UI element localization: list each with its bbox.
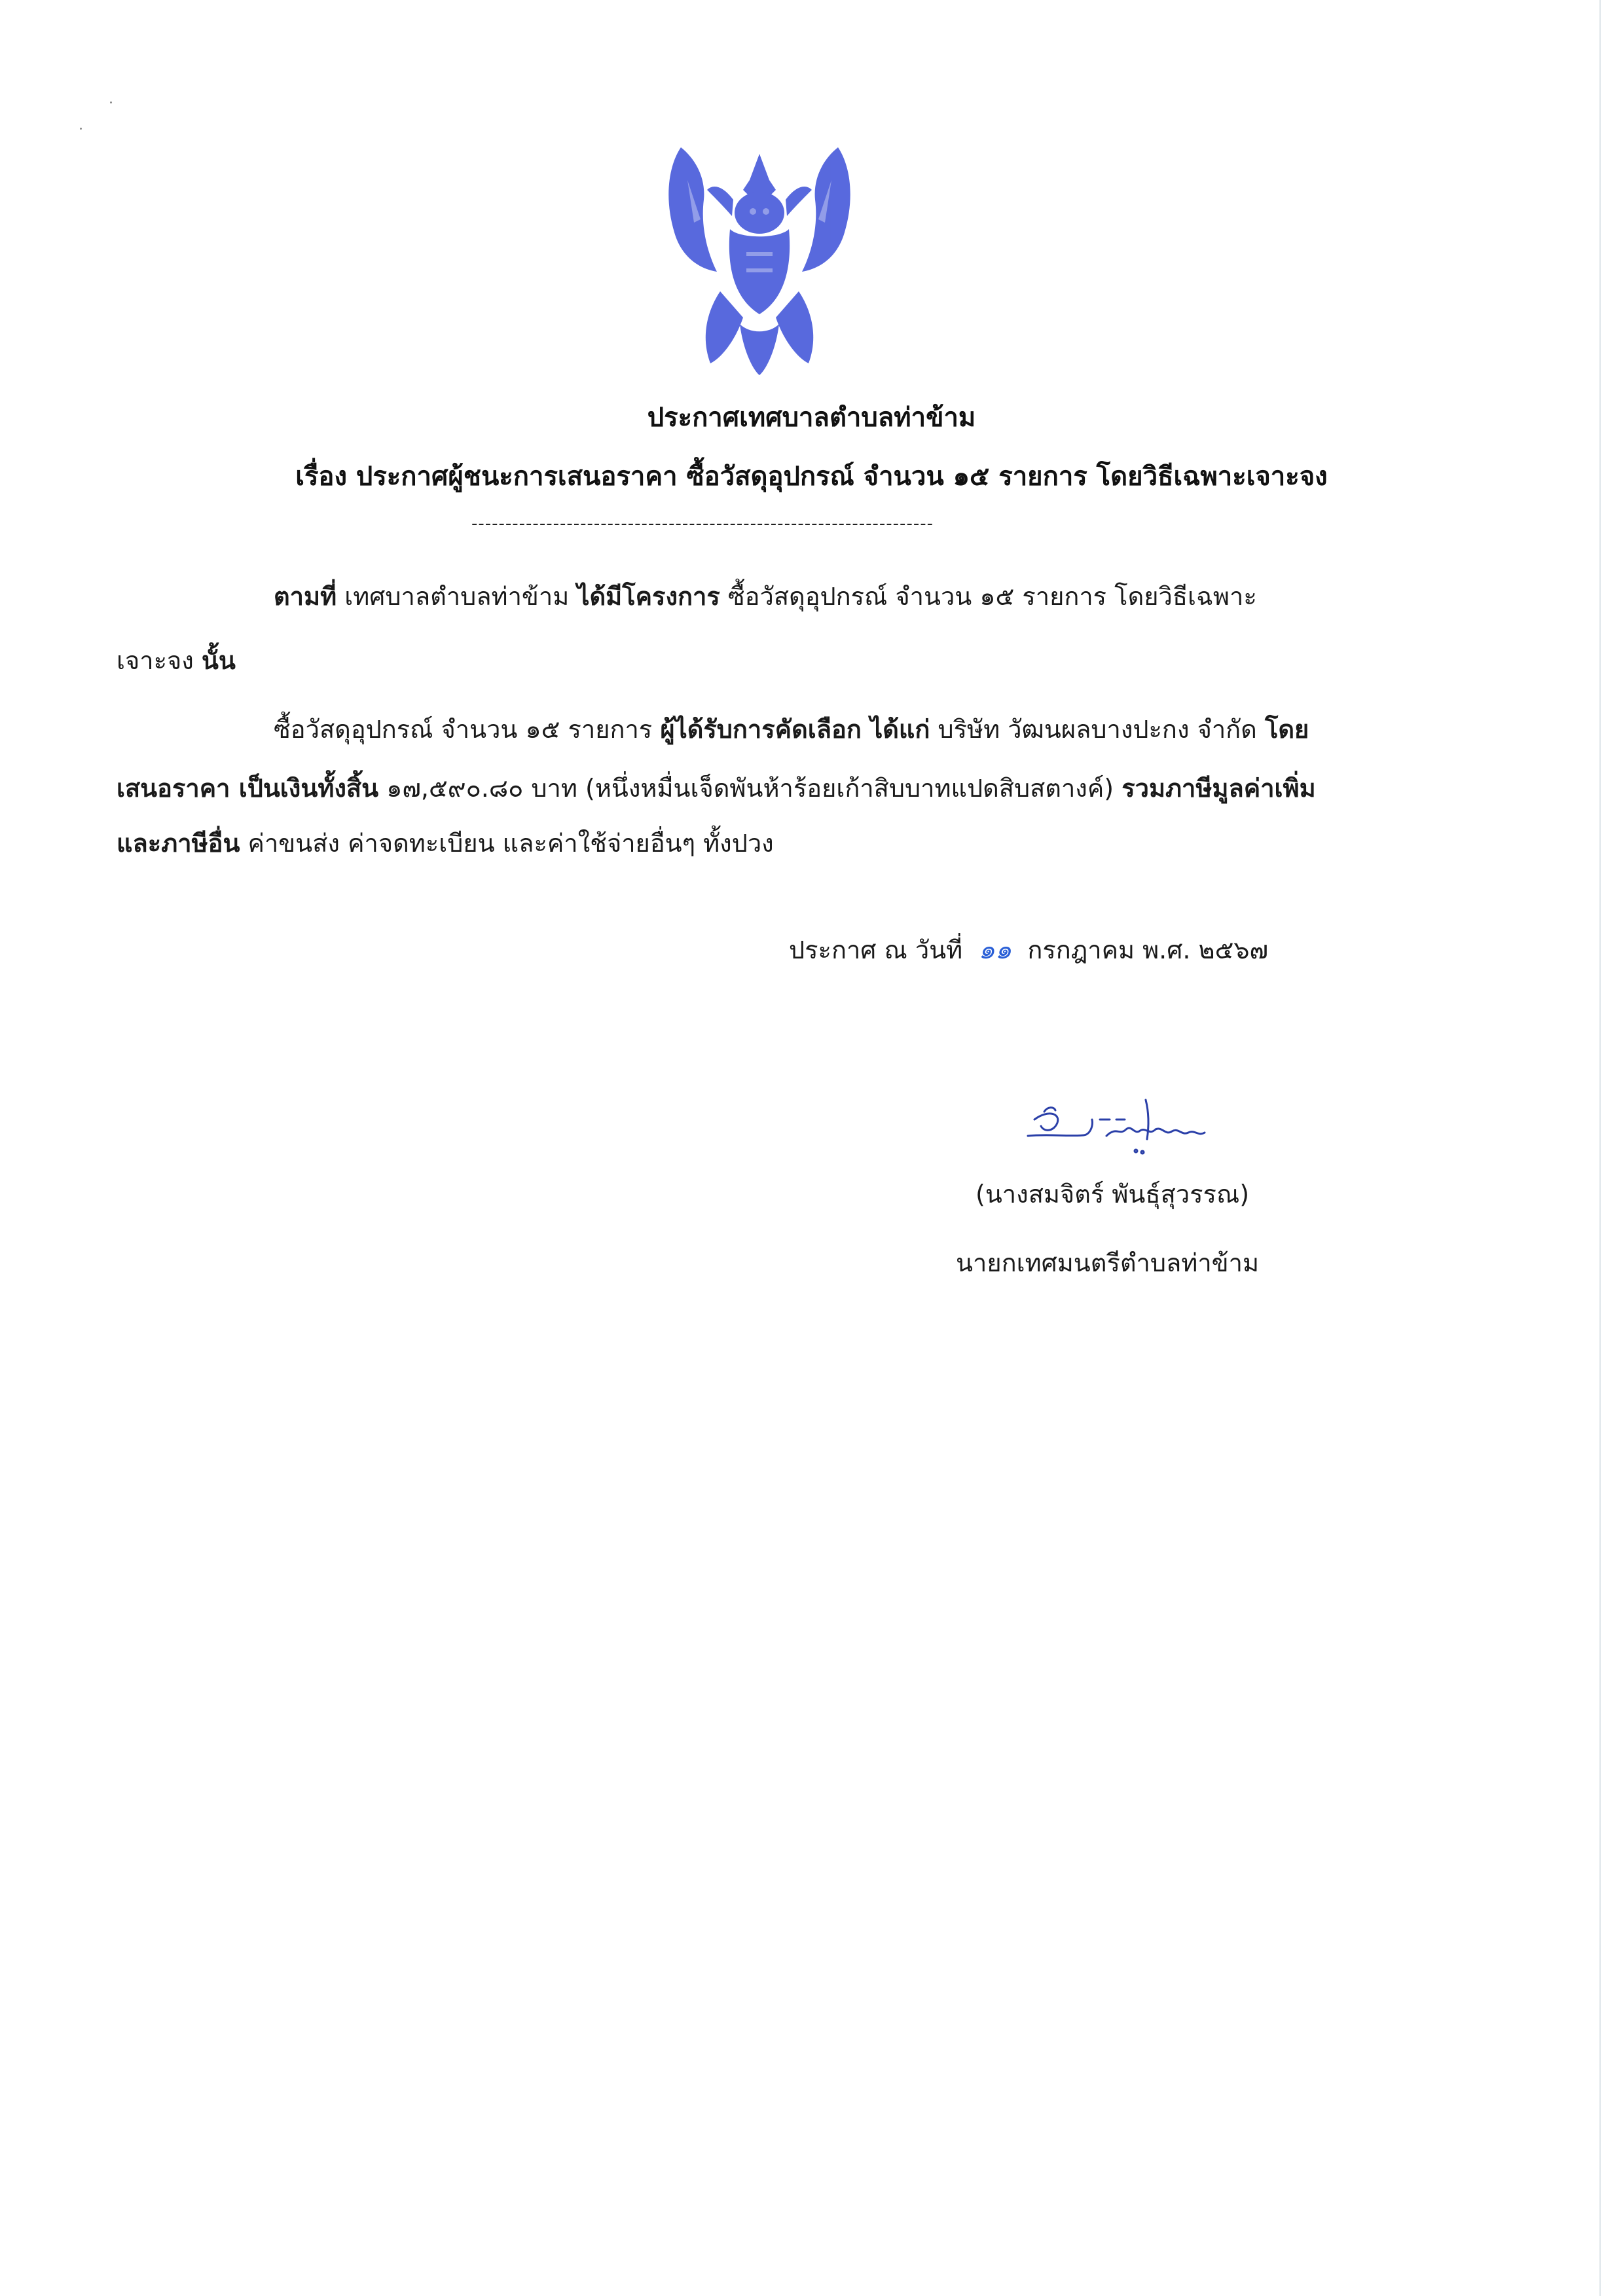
- p1-has-project: ได้มีโครงการ: [577, 582, 720, 611]
- p4-other-tax: และภาษีอื่น: [117, 829, 240, 858]
- signer-name: (นางสมจิตร์ พันธุ์สุวรรณ): [976, 1180, 1250, 1209]
- garuda-emblem: [661, 141, 858, 376]
- date-prefix: ประกาศ ณ วันที่: [789, 936, 963, 964]
- p1-cont: เจาะจง: [117, 646, 194, 675]
- p2-company: บริษัท วัฒนผลบางปะกง จำกัด: [938, 715, 1257, 744]
- subject-text: ประกาศผู้ชนะการเสนอราคา ซื้อวัสดุอุปกรณ์ จำนวน ๑๕ รายการ โดยวิธีเฉพาะเจาะจง: [356, 462, 1328, 492]
- paragraph-2-line-3: [117, 823, 774, 863]
- announcement-date: [789, 928, 1268, 970]
- p1-end: นั้น: [201, 646, 236, 675]
- paragraph-1-line-1: [274, 576, 1257, 616]
- document-title: ประกาศเทศบาลตำบลท่าข้าม: [647, 403, 976, 433]
- signer-position: นายกเทศมนตรีตำบลท่าข้าม: [956, 1248, 1260, 1277]
- date-day: ๑๑: [978, 935, 1012, 965]
- p3-vat: รวมภาษีมูลค่าเพิ่ม: [1122, 774, 1316, 803]
- date-month-year: กรกฎาคม พ.ศ. ๒๕๖๗: [1027, 936, 1269, 964]
- paragraph-1-line-2: [117, 640, 236, 680]
- p1-intro: ตามที่: [274, 582, 337, 611]
- p2-item: ซื้อวัสดุอุปกรณ์ จำนวน ๑๕ รายการ: [274, 715, 653, 744]
- p1-entity: เทศบาลตำบลท่าข้าม: [344, 582, 570, 611]
- p2-by: โดย: [1264, 715, 1309, 744]
- p3-offer: เสนอราคา เป็นเงินทั้งสิ้น: [117, 774, 379, 803]
- separator-line: --------------------------------------------------------------------: [471, 514, 934, 534]
- scan-speck: [110, 101, 112, 103]
- p2-selected: ผู้ได้รับการคัดเลือก ได้แก่: [660, 715, 930, 744]
- document-subject: [0, 455, 1623, 497]
- signature-scribble: [1021, 1074, 1257, 1165]
- p4-rest: ค่าขนส่ง ค่าจดทะเบียน และค่าใช้จ่ายอื่นๆ ทั้งปวง: [247, 829, 774, 858]
- paragraph-2-line-2: [117, 768, 1316, 808]
- scan-speck: [80, 128, 82, 130]
- paragraph-2-line-1: [274, 709, 1309, 749]
- subject-label: เรื่อง: [295, 462, 347, 492]
- page-edge-line: [1599, 0, 1601, 2296]
- p3-amount: ๑๗,๕๙๐.๘๐ บาท (หนึ่งหมื่นเจ็ดพันห้าร้อยเก้าสิบบาทแปดสิบสตางค์): [386, 774, 1114, 803]
- p1-project: ซื้อวัสดุอุปกรณ์ จำนวน ๑๕ รายการ โดยวิธีเฉพาะ: [727, 582, 1257, 611]
